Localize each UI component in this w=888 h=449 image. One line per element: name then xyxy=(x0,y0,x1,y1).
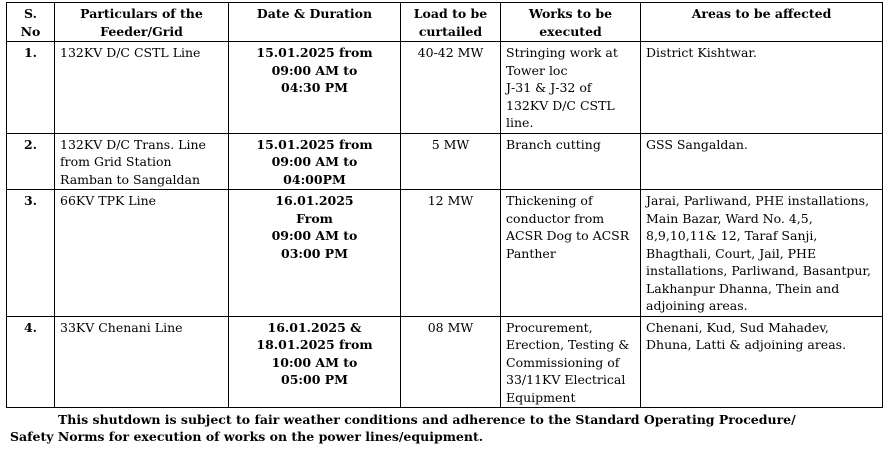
load-cell: 12 MW xyxy=(401,190,501,317)
date-cell: 15.01.2025 from 09:00 AM to 04:00PM xyxy=(229,133,401,190)
header-particulars: Particulars of the Feeder/Grid xyxy=(55,3,229,42)
header-date: Date & Duration xyxy=(229,3,401,42)
header-sno: S. No xyxy=(7,3,55,42)
works-cell: Thickening of conductor from ACSR Dog to ACSR Panther xyxy=(501,190,641,317)
areas-cell: Chenani, Kud, Sud Mahadev, Dhuna, Latti & adjoining areas. xyxy=(641,316,883,408)
table-row xyxy=(7,133,883,190)
load-cell: 08 MW xyxy=(401,316,501,408)
header-areas: Areas to be affected xyxy=(641,3,883,42)
particulars-cell: 33KV Chenani Line xyxy=(55,316,229,408)
sno-cell: 2. xyxy=(7,133,55,190)
particulars-cell: 132KV D/C CSTL Line xyxy=(55,42,229,134)
header-row xyxy=(7,3,883,42)
load-cell: 40-42 MW xyxy=(401,42,501,134)
date-cell: 16.01.2025 & 18.01.2025 from 10:00 AM to 05:00 PM xyxy=(229,316,401,408)
table-row xyxy=(7,316,883,408)
works-cell: Procurement, Erection, Testing & Commissioning of 33/11KV Electrical Equipment xyxy=(501,316,641,408)
table-row xyxy=(7,190,883,317)
sno-cell: 4. xyxy=(7,316,55,408)
date-cell: 15.01.2025 from 09:00 AM to 04:30 PM xyxy=(229,42,401,134)
header-works: Works to be executed xyxy=(501,3,641,42)
areas-cell: Jarai, Parliwand, PHE installations, Main Bazar, Ward No. 4,5, 8,9,10,11& 12, Taraf Sanji, Bhagthali, Court, Jail, PHE installations, Parliwand, Basantpur, Lakhanpur Dhanna, Thein and adjoining areas. xyxy=(641,190,883,317)
table-row xyxy=(7,42,883,134)
sno-cell: 3. xyxy=(7,190,55,317)
footer-line-2: Safety Norms for execution of works on the power lines/equipment. xyxy=(10,429,484,444)
shutdown-schedule-table xyxy=(6,2,883,408)
sno-cell: 1. xyxy=(7,42,55,134)
works-cell: Stringing work at Tower loc J-31 & J-32 of 132KV D/C CSTL line. xyxy=(501,42,641,134)
footer-line-1: This shutdown is subject to fair weather conditions and adherence to the Standard Operating Procedure/ xyxy=(58,412,796,427)
particulars-cell: 66KV TPK Line xyxy=(55,190,229,317)
footer-note xyxy=(10,411,870,445)
areas-cell: District Kishtwar. xyxy=(641,42,883,134)
areas-cell: GSS Sangaldan. xyxy=(641,133,883,190)
particulars-cell: 132KV D/C Trans. Line from Grid Station Ramban to Sangaldan xyxy=(55,133,229,190)
date-cell: 16.01.2025 From 09:00 AM to 03:00 PM xyxy=(229,190,401,317)
works-cell: Branch cutting xyxy=(501,133,641,190)
load-cell: 5 MW xyxy=(401,133,501,190)
header-load: Load to be curtailed xyxy=(401,3,501,42)
